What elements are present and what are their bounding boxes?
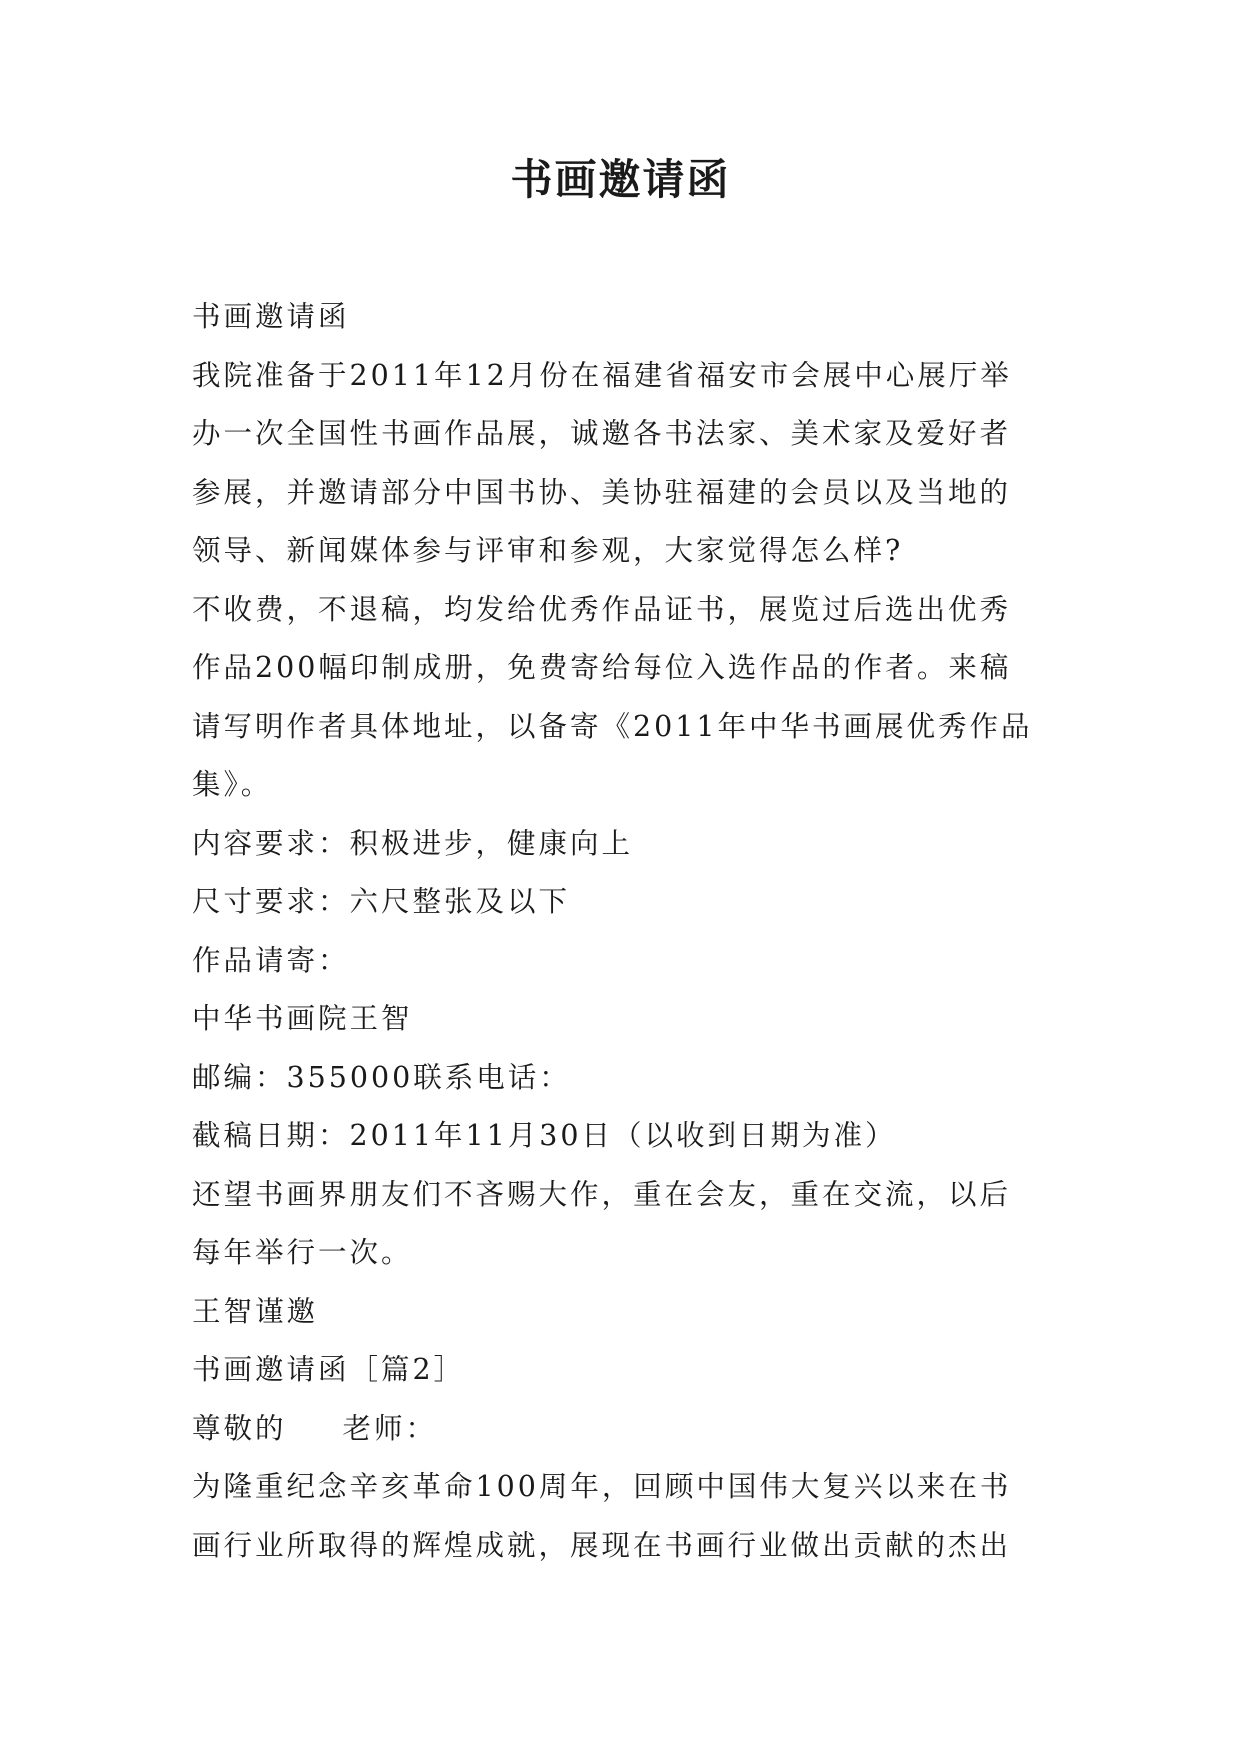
paragraph-line: 办一次全国性书画作品展，诚邀各书法家、美术家及爱好者 <box>192 417 1012 450</box>
paragraph-line: 尺寸要求：六尺整张及以下 <box>192 885 571 918</box>
paragraph-line: 内容要求：积极进步，健康向上 <box>192 826 634 860</box>
paragraph-line: 不收费，不退稿，均发给优秀作品证书，展览过后选出优秀 <box>192 592 1012 626</box>
paragraph-line: 作品请寄： <box>192 943 350 977</box>
paragraph-line: 我院准备于2011年12月份在福建省福安市会展中心展厅举 <box>192 358 1012 392</box>
paragraph-line: 还望书画界朋友们不吝赐大作，重在会友，重在交流，以后 <box>192 1177 1012 1211</box>
paragraph-line: 请写明作者具体地址，以备寄《2011年中华书画展优秀作品 <box>192 709 1033 743</box>
paragraph-line: 书画邀请函 <box>192 300 350 333</box>
paragraph-line: 邮编：355000联系电话： <box>192 1060 571 1094</box>
paragraph-line: 画行业所取得的辉煌成就，展现在书画行业做出贡献的杰出 <box>192 1528 1012 1562</box>
salutation-prefix: 尊敬的 <box>192 1411 287 1445</box>
paragraph-line: 中华书画院王智 <box>192 1002 413 1035</box>
document-body <box>192 288 1050 1575</box>
salutation-suffix: 老师： <box>342 1411 438 1445</box>
paragraph-line: 截稿日期：2011年11月30日（以收到日期为准） <box>192 1119 897 1152</box>
document-title: 书画邀请函 <box>510 155 731 204</box>
paragraph-line: 参展，并邀请部分中国书协、美协驻福建的会员以及当地的 <box>192 475 1012 509</box>
paragraph-line: 领导、新闻媒体参与评审和参观，大家觉得怎么样? <box>192 534 904 567</box>
paragraph-line: 集》。 <box>192 768 273 801</box>
salutation-line <box>192 1400 1050 1459</box>
paragraph-line: 为隆重纪念辛亥革命100周年，回顾中国伟大复兴以来在书 <box>192 1470 1012 1503</box>
signature-line: 王智谨邀 <box>192 1294 319 1328</box>
paragraph-line: 每年举行一次。 <box>192 1236 413 1269</box>
section-heading: 书画邀请函［篇2］ <box>192 1353 466 1386</box>
paragraph-line: 作品200幅印制成册，免费寄给每位入选作品的作者。来稿 <box>192 651 1012 684</box>
